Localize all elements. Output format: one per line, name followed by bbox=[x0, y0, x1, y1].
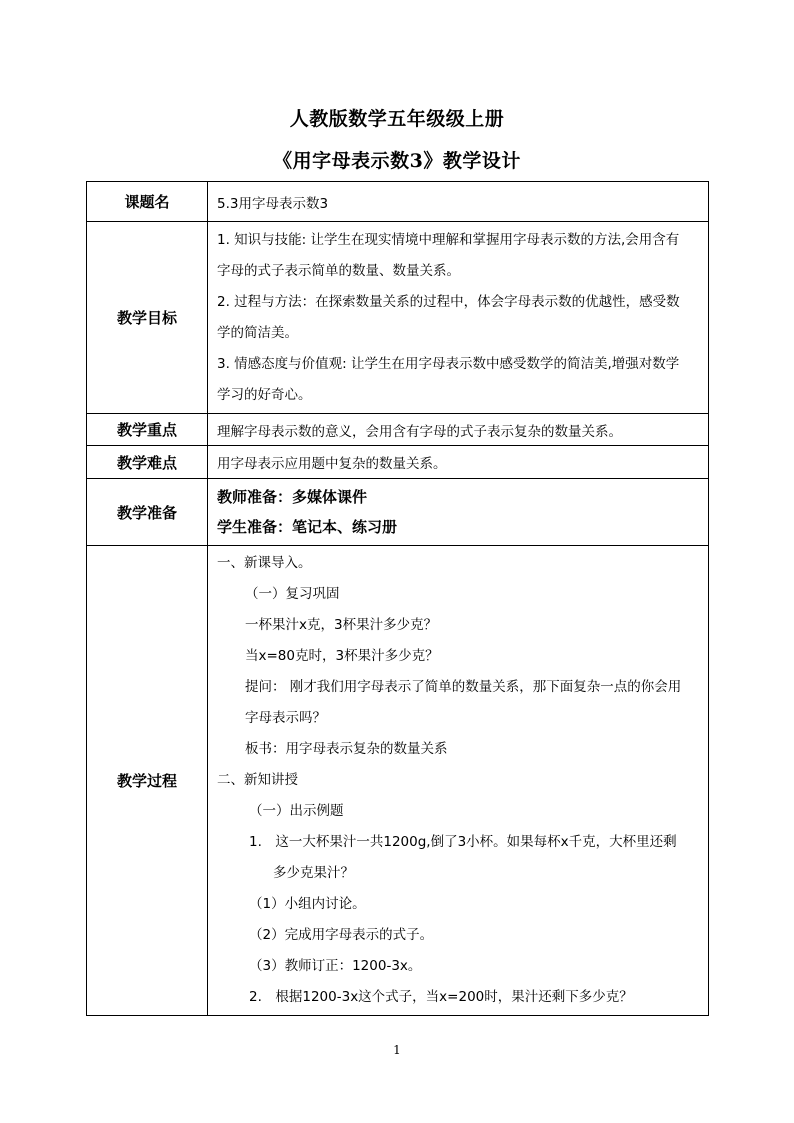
key-point-label: 教学重点 bbox=[87, 414, 208, 446]
topic-label: 课题名 bbox=[87, 182, 208, 222]
process-line: 提问： 刚才我们用字母表示了简单的数量关系，那下面复杂一点的你会用 bbox=[245, 679, 682, 695]
goals-content bbox=[208, 222, 709, 414]
process-line: （1）小组内讨论。 bbox=[249, 896, 366, 912]
process-content bbox=[208, 546, 709, 1016]
difficulty-label: 教学难点 bbox=[87, 446, 208, 479]
goals-line: 学习的好奇心。 bbox=[217, 386, 312, 403]
student-preparation: 学生准备：笔记本、练习册 bbox=[217, 518, 398, 536]
goals-line: 学的简洁美。 bbox=[217, 324, 298, 341]
goals-line: 字母的式子表示简单的数量、数量关系。 bbox=[217, 262, 460, 279]
preparation-label: 教学准备 bbox=[87, 479, 208, 546]
process-line: （3）教师订正：1200-3x。 bbox=[249, 958, 422, 974]
process-label: 教学过程 bbox=[87, 546, 208, 1016]
process-line: 当x=80克时，3杯果汁多少克？ bbox=[245, 648, 439, 664]
topic-value: 5.3用字母表示数3 bbox=[208, 182, 709, 222]
process-line: 多少克果汁？ bbox=[273, 865, 354, 881]
process-line: 板书：用字母表示复杂的数量关系 bbox=[245, 741, 448, 757]
process-line: 2. 根据1200-3x这个式子，当x=200时，果汁还剩下多少克？ bbox=[249, 989, 633, 1005]
goals-line: 2. 过程与方法：在探索数量关系的过程中，体会字母表示数的优越性，感受数 bbox=[217, 293, 680, 310]
lesson-plan-table bbox=[86, 181, 709, 1016]
document-subtitle: 《用字母表示数3》教学设计 bbox=[273, 150, 521, 172]
row-topic bbox=[87, 182, 709, 222]
process-line: 1. 这一大杯果汁一共1200g,倒了3小杯。如果每杯x千克，大杯里还剩 bbox=[249, 834, 677, 850]
difficulty-value: 用字母表示应用题中复杂的数量关系。 bbox=[208, 446, 709, 479]
row-goals bbox=[87, 222, 709, 414]
row-preparation bbox=[87, 479, 709, 546]
process-line: （2）完成用字母表示的式子。 bbox=[249, 927, 434, 943]
goals-line: 3. 情感态度与价值观: 让学生在用字母表示数中感受数学的简洁美,增强对数学 bbox=[217, 355, 680, 372]
document-title: 人教版数学五年级级上册 bbox=[289, 108, 505, 130]
teacher-preparation: 教师准备：多媒体课件 bbox=[217, 488, 368, 506]
process-line: 字母表示吗？ bbox=[245, 710, 326, 726]
process-line: 二、新知讲授 bbox=[217, 772, 298, 788]
key-point-value: 理解字母表示数的意义，会用含有字母的式子表示复杂的数量关系。 bbox=[208, 414, 709, 446]
goals-line: 1. 知识与技能: 让学生在现实情境中理解和掌握用字母表示数的方法,会用含有 bbox=[217, 231, 680, 248]
row-key-point bbox=[87, 414, 709, 446]
preparation-content bbox=[208, 479, 709, 546]
goals-label: 教学目标 bbox=[87, 222, 208, 414]
process-line: （一）复习巩固 bbox=[245, 586, 340, 602]
row-difficulty bbox=[87, 446, 709, 479]
process-line: （一）出示例题 bbox=[249, 803, 344, 819]
page-number: 1 bbox=[393, 1043, 401, 1057]
row-process bbox=[87, 546, 709, 1016]
process-line: 一杯果汁x克，3杯果汁多少克？ bbox=[245, 617, 438, 633]
process-line: 一、新课导入。 bbox=[217, 555, 312, 571]
